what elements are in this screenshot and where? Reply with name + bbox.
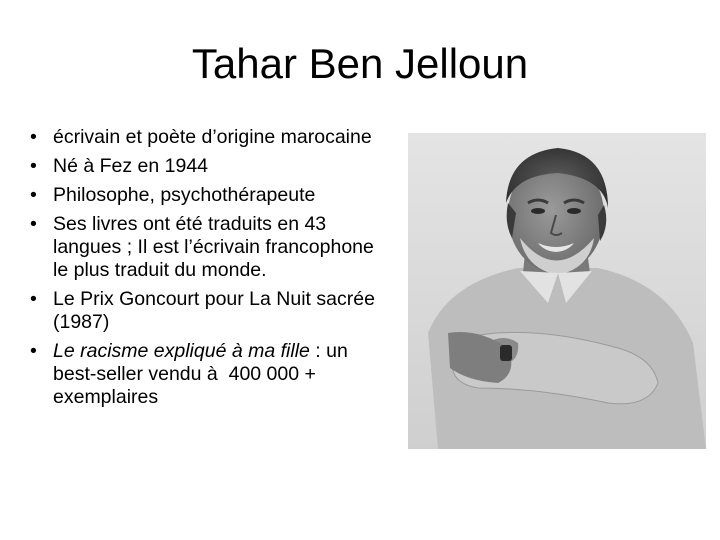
bullet-marker: • (30, 155, 37, 177)
bullet-marker: • (30, 213, 37, 235)
bullet-text: Le Prix Goncourt pour La Nuit sacrée (1987) (53, 288, 375, 333)
bullet-marker: • (30, 288, 37, 310)
bullet-text: Ses livres ont été traduits en 43 langues ; Il est l’écrivain francophone le plus traduit du monde. (53, 213, 374, 281)
bullet-item (30, 184, 392, 207)
bullet-text: Né à Fez en 1944 (53, 155, 209, 177)
bullet-item (30, 126, 392, 149)
bullet-text: Philosophe, psychothérapeute (53, 184, 316, 206)
bullet-item (30, 213, 392, 282)
portrait-photo (408, 133, 706, 449)
bullet-marker: • (30, 184, 37, 206)
bullet-item (30, 288, 392, 334)
slide-title: Tahar Ben Jelloun (191, 40, 529, 87)
bullet-text: écrivain et poète d’origine marocaine (53, 126, 372, 148)
bullet-item (30, 340, 392, 409)
bullet-text-italic-title: Le racisme expliqué à ma fille (53, 340, 310, 362)
bullet-item (30, 155, 392, 178)
bullet-text: : un best-seller vendu à 400 000 + exemplaires (53, 340, 354, 408)
bullet-marker: • (30, 126, 37, 148)
bullet-marker: • (30, 340, 37, 362)
portrait-illustration (408, 133, 706, 449)
bullet-list (30, 126, 392, 415)
